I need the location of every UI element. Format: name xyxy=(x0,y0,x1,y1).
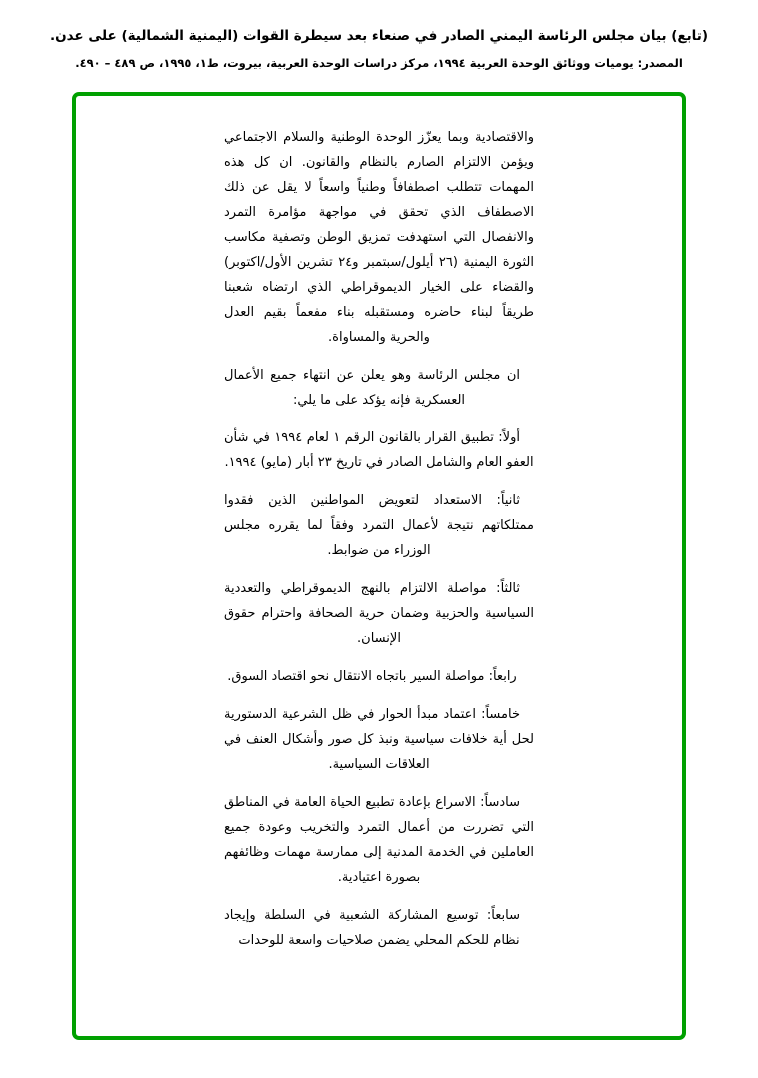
clause-fourth: رابعاً: مواصلة السير باتجاه الانتقال نحو اقتصاد السوق. xyxy=(227,669,517,685)
text-column xyxy=(224,126,534,954)
clause-first: أولاً: تطبيق القرار بالقانون الرقم ١ لعام ١٩٩٤ في شأن العفو العام والشامل الصادر في تاريخ ٢٣ أبار (مايو) ١٩٩٤. xyxy=(224,430,534,471)
source-line: المصدر: يوميات ووثائق الوحدة العربية ١٩٩٤، مركز دراسات الوحدة العربية، بيروت، ط١، ١٩٩٥، ص ٤٨٩ – ٤٩٠. xyxy=(75,55,683,70)
paragraph-announcement: ان مجلس الرئاسة وهو يعلن عن انتهاء جميع الأعمال العسكرية فإنه يؤكد على ما يلي: xyxy=(224,367,520,408)
document-frame xyxy=(72,92,686,1040)
paragraph-continuation: والاقتصادية وبما يعزّز الوحدة الوطنية والسلام الاجتماعي ويؤمن الالتزام الصارم بالنظام والقانون. ان كل هذه المهمات تتطلب اصطفافاً وطنياً واسعاً لا يقل عن ذلك الاصطفاف الذي تحقق في مواجهة مؤامرة التمرد والانفصال التي استهدفت تمزيق الوطن وتصفية مكاسب الثورة اليمنية (٢٦ أيلول/سبتمبر و٢٤ تشرين الأول/اكتوبر) والقضاء على الخيار الديموقراطي الذي ارتضاه شعبنا طريقاً لبناء حاضره ومستقبله بناء مفعماً بقيم العدل والحرية والمساواة. xyxy=(224,130,534,345)
clause-third: ثالثاً: مواصلة الالتزام بالنهج الديموقراطي والتعددية السياسية والحزبية وضمان حرية الصحافة واحترام حقوق الإنسان. xyxy=(224,581,534,647)
clause-fifth: خامساً: اعتماد مبدأ الحوار في ظل الشرعية الدستورية لحل أية خلافات سياسية ونبذ كل صور وأشكال العنف في العلاقات السياسية. xyxy=(224,707,534,772)
clause-seventh: سابعاً: توسيع المشاركة الشعبية في السلطة وإيجاد نظام للحكم المحلي يضمن صلاحيات واسعة للوحدات xyxy=(224,907,520,948)
document-header xyxy=(0,26,758,72)
document-body xyxy=(76,96,682,977)
clause-second: ثانياً: الاستعداد لتعويض المواطنين الذين فقدوا ممتلكاتهم نتيجة لأعمال التمرد وفقاً لما يقرره مجلس الوزراء من ضوابط. xyxy=(224,493,534,559)
clause-sixth: سادساً: الاسراع بإعادة تطبيع الحياة العامة في المناطق التي تضررت من أعمال التمرد والتخريب وعودة جميع العاملين في الخدمة المدنية إلى ممارسة مهمات وظائفهم بصورة اعتيادية. xyxy=(224,794,534,885)
page-title: (تابع) بيان مجلس الرئاسة اليمني الصادر في صنعاء بعد سيطرة القوات (اليمنية الشمالية) على عدن. xyxy=(49,28,708,44)
